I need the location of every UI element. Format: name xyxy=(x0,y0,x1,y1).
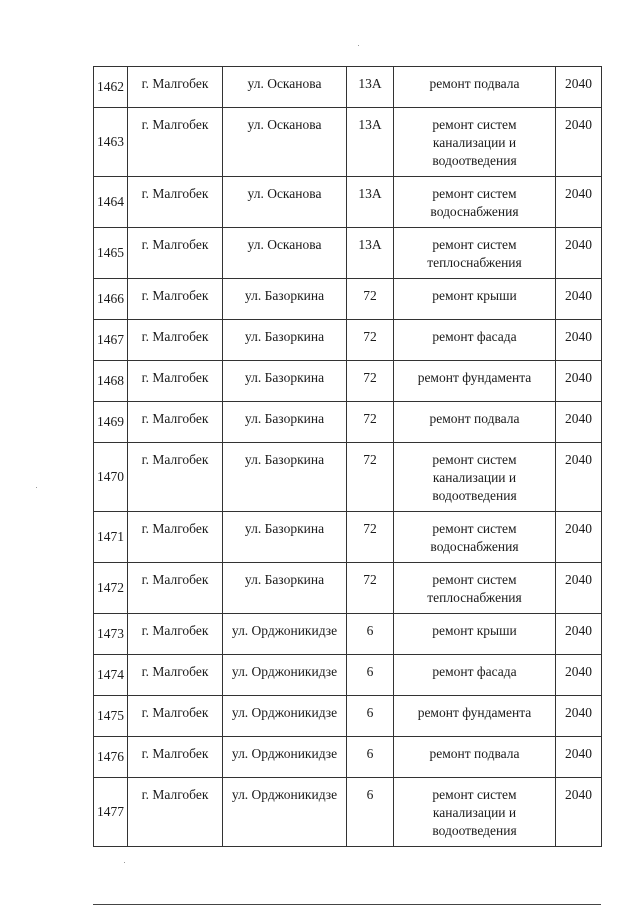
table-row xyxy=(94,228,602,279)
street-cell: ул. Базоркина xyxy=(223,402,347,443)
year-cell: 2040 xyxy=(556,737,602,778)
work-type-cell: ремонт систем канализации и водоотведения xyxy=(394,443,556,512)
house-cell: 72 xyxy=(347,320,394,361)
row-number: 1467 xyxy=(94,320,128,361)
house-cell: 6 xyxy=(347,614,394,655)
work-type-cell: ремонт подвала xyxy=(394,67,556,108)
street-cell: ул. Орджоникидзе xyxy=(223,778,347,847)
year-cell: 2040 xyxy=(556,361,602,402)
work-type-cell: ремонт фундамента xyxy=(394,361,556,402)
row-number: 1475 xyxy=(94,696,128,737)
year-cell: 2040 xyxy=(556,402,602,443)
year-cell: 2040 xyxy=(556,614,602,655)
house-cell: 72 xyxy=(347,402,394,443)
house-cell: 72 xyxy=(347,279,394,320)
row-number: 1470 xyxy=(94,443,128,512)
city-cell: г. Малгобек xyxy=(128,108,223,177)
works-table xyxy=(93,66,602,847)
street-cell: ул. Орджоникидзе xyxy=(223,614,347,655)
table-row xyxy=(94,402,602,443)
street-cell: ул. Осканова xyxy=(223,228,347,279)
street-cell: ул. Осканова xyxy=(223,177,347,228)
house-cell: 13А xyxy=(347,228,394,279)
city-cell: г. Малгобек xyxy=(128,655,223,696)
street-cell: ул. Базоркина xyxy=(223,563,347,614)
table-row xyxy=(94,108,602,177)
row-number: 1474 xyxy=(94,655,128,696)
table-row xyxy=(94,361,602,402)
street-cell: ул. Базоркина xyxy=(223,512,347,563)
row-number: 1471 xyxy=(94,512,128,563)
city-cell: г. Малгобек xyxy=(128,320,223,361)
table-row xyxy=(94,778,602,847)
house-cell: 13А xyxy=(347,67,394,108)
street-cell: ул. Базоркина xyxy=(223,361,347,402)
scan-speck xyxy=(358,45,359,46)
table-row xyxy=(94,737,602,778)
work-type-cell: ремонт систем теплоснабжения xyxy=(394,563,556,614)
row-number: 1463 xyxy=(94,108,128,177)
row-number: 1473 xyxy=(94,614,128,655)
house-cell: 72 xyxy=(347,563,394,614)
city-cell: г. Малгобек xyxy=(128,402,223,443)
city-cell: г. Малгобек xyxy=(128,228,223,279)
row-number: 1468 xyxy=(94,361,128,402)
table-row xyxy=(94,443,602,512)
row-number: 1462 xyxy=(94,67,128,108)
table-row xyxy=(94,279,602,320)
work-type-cell: ремонт систем теплоснабжения xyxy=(394,228,556,279)
row-number: 1472 xyxy=(94,563,128,614)
work-type-cell: ремонт систем водоснабжения xyxy=(394,177,556,228)
work-type-cell: ремонт крыши xyxy=(394,279,556,320)
city-cell: г. Малгобек xyxy=(128,279,223,320)
house-cell: 6 xyxy=(347,778,394,847)
work-type-cell: ремонт крыши xyxy=(394,614,556,655)
house-cell: 72 xyxy=(347,361,394,402)
row-number: 1465 xyxy=(94,228,128,279)
city-cell: г. Малгобек xyxy=(128,177,223,228)
house-cell: 6 xyxy=(347,737,394,778)
row-number: 1466 xyxy=(94,279,128,320)
street-cell: ул. Осканова xyxy=(223,108,347,177)
row-number: 1469 xyxy=(94,402,128,443)
street-cell: ул. Осканова xyxy=(223,67,347,108)
table-row xyxy=(94,177,602,228)
table-row xyxy=(94,563,602,614)
table-row xyxy=(94,512,602,563)
year-cell: 2040 xyxy=(556,443,602,512)
work-type-cell: ремонт подвала xyxy=(394,737,556,778)
row-number: 1464 xyxy=(94,177,128,228)
table-row xyxy=(94,655,602,696)
house-cell: 13А xyxy=(347,177,394,228)
street-cell: ул. Базоркина xyxy=(223,279,347,320)
table-row xyxy=(94,67,602,108)
street-cell: ул. Орджоникидзе xyxy=(223,655,347,696)
house-cell: 72 xyxy=(347,443,394,512)
city-cell: г. Малгобек xyxy=(128,696,223,737)
street-cell: ул. Орджоникидзе xyxy=(223,696,347,737)
city-cell: г. Малгобек xyxy=(128,778,223,847)
city-cell: г. Малгобек xyxy=(128,614,223,655)
house-cell: 6 xyxy=(347,696,394,737)
city-cell: г. Малгобек xyxy=(128,563,223,614)
street-cell: ул. Базоркина xyxy=(223,443,347,512)
city-cell: г. Малгобек xyxy=(128,737,223,778)
year-cell: 2040 xyxy=(556,108,602,177)
year-cell: 2040 xyxy=(556,279,602,320)
scan-speck xyxy=(36,487,37,488)
house-cell: 6 xyxy=(347,655,394,696)
work-type-cell: ремонт подвала xyxy=(394,402,556,443)
work-type-cell: ремонт фасада xyxy=(394,655,556,696)
house-cell: 72 xyxy=(347,512,394,563)
city-cell: г. Малгобек xyxy=(128,67,223,108)
year-cell: 2040 xyxy=(556,320,602,361)
year-cell: 2040 xyxy=(556,778,602,847)
work-type-cell: ремонт систем водоснабжения xyxy=(394,512,556,563)
house-cell: 13А xyxy=(347,108,394,177)
year-cell: 2040 xyxy=(556,655,602,696)
city-cell: г. Малгобек xyxy=(128,361,223,402)
table-row xyxy=(94,614,602,655)
city-cell: г. Малгобек xyxy=(128,512,223,563)
year-cell: 2040 xyxy=(556,228,602,279)
year-cell: 2040 xyxy=(556,67,602,108)
scan-speck xyxy=(124,862,125,863)
work-type-cell: ремонт систем канализации и водоотведения xyxy=(394,778,556,847)
street-cell: ул. Орджоникидзе xyxy=(223,737,347,778)
city-cell: г. Малгобек xyxy=(128,443,223,512)
table-row xyxy=(94,320,602,361)
work-type-cell: ремонт фундамента xyxy=(394,696,556,737)
year-cell: 2040 xyxy=(556,696,602,737)
work-type-cell: ремонт фасада xyxy=(394,320,556,361)
works-table-body xyxy=(94,67,602,847)
year-cell: 2040 xyxy=(556,177,602,228)
year-cell: 2040 xyxy=(556,563,602,614)
row-number: 1477 xyxy=(94,778,128,847)
work-type-cell: ремонт систем канализации и водоотведения xyxy=(394,108,556,177)
year-cell: 2040 xyxy=(556,512,602,563)
table-row xyxy=(94,696,602,737)
row-number: 1476 xyxy=(94,737,128,778)
street-cell: ул. Базоркина xyxy=(223,320,347,361)
